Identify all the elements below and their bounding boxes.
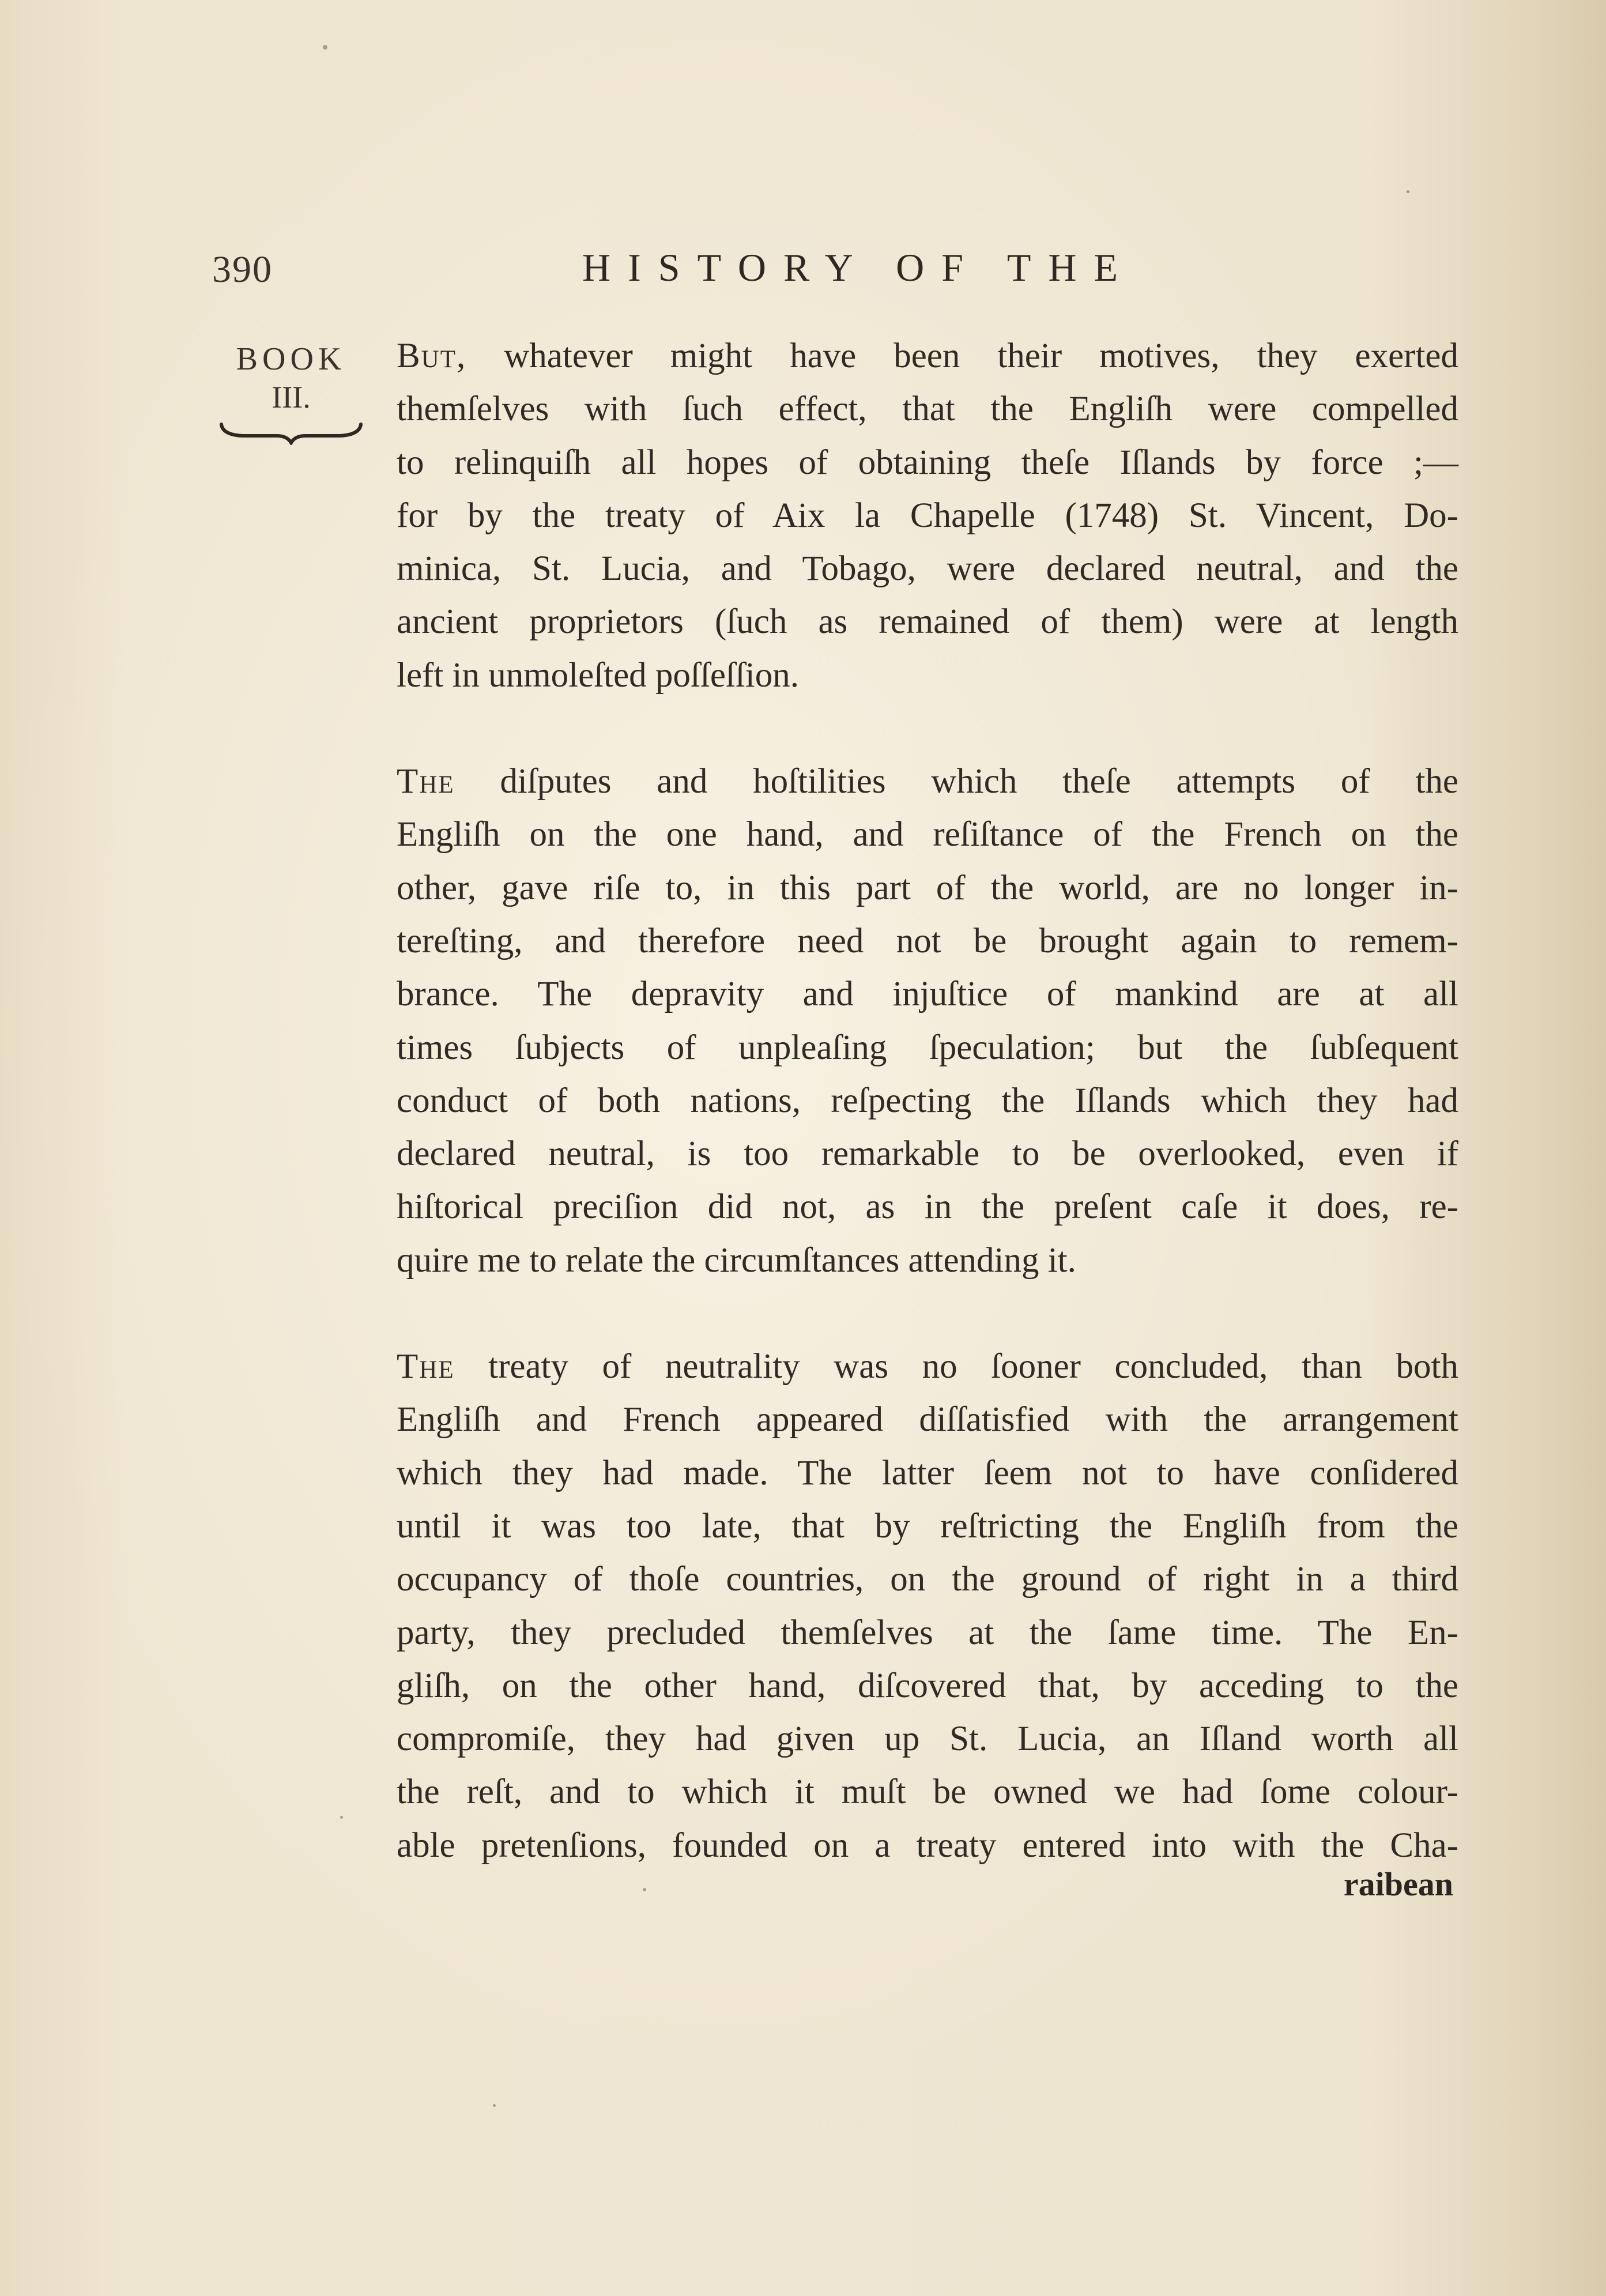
text-line: left in unmoleſted poſſeſſion. [397, 655, 799, 695]
margin-note [213, 340, 369, 445]
paper-speck [340, 1816, 343, 1819]
paragraph-lead: But, [397, 337, 467, 375]
text-line [397, 755, 1458, 808]
margin-note-book: BOOK [236, 341, 346, 377]
text-line: declared neutral, is too remarkable to be overlooked, even if [397, 1134, 1458, 1174]
body-text [397, 330, 1458, 1872]
brace-ornament-icon [219, 422, 363, 445]
text-line: gliſh, on the other hand, diſcovered that, by acceding to the [397, 1666, 1458, 1705]
text-line: the reſt, and to which it muſt be owned we had ſome colour- [397, 1773, 1458, 1812]
line-text: treaty of neutrality was no ſooner concluded, than both [454, 1347, 1458, 1386]
paper-speck [1407, 190, 1409, 193]
text-line: Engliſh and French appeared diſſatisfied with the arrangement [397, 1400, 1458, 1439]
text-line: compromiſe, they had given up St. Lucia, an Iſland worth all [397, 1720, 1458, 1759]
margin-note-volume: III. [272, 380, 311, 414]
paragraph-3 [397, 1340, 1458, 1872]
text-line: occupancy of thoſe countries, on the ground of right in a third [397, 1560, 1458, 1599]
paper-speck [643, 1888, 646, 1891]
text-line: able pretenſions, founded on a treaty entered into with the Cha- [397, 1826, 1458, 1865]
line-text: whatever might have been their motives, they exerted [466, 337, 1458, 375]
paper-speck [493, 2104, 496, 2107]
text-line: themſelves with ſuch effect, that the Engliſh were compelled [397, 390, 1458, 429]
line-text: diſputes and hoſtilities which theſe attempts of the [454, 762, 1458, 801]
paragraph-2 [397, 755, 1458, 1287]
text-line: brance. The depravity and injuſtice of mankind are at all [397, 975, 1458, 1014]
text-line: minica, St. Lucia, and Tobago, were declared neutral, and the [397, 549, 1458, 589]
text-line [397, 330, 1458, 383]
text-line [397, 1340, 1458, 1393]
paragraph-1 [397, 330, 1458, 702]
page-number: 390 [212, 248, 273, 291]
text-line: quire me to relate the circumſtances attending it. [397, 1241, 1076, 1280]
text-line: tereſting, and therefore need not be brought again to remem- [397, 921, 1458, 960]
text-line: conduct of both nations, reſpecting the Iſlands which they had [397, 1081, 1458, 1120]
text-line: until it was too late, that by reſtricting the Engliſh from the [397, 1506, 1458, 1545]
text-line: other, gave riſe to, in this part of the world, are no longer in- [397, 868, 1458, 907]
text-line: which they had made. The latter ſeem not to have conſidered [397, 1453, 1458, 1492]
text-line: ancient proprietors (ſuch as remained of them) were at length [397, 602, 1458, 642]
paper-speck [323, 45, 327, 50]
text-line: times ſubjects of unpleaſing ſpeculation; but the ſubſequent [397, 1028, 1458, 1067]
text-line: Engliſh on the one hand, and reſiſtance of the French on the [397, 815, 1458, 854]
text-line: hiſtorical preciſion did not, as in the preſent caſe it does, re- [397, 1187, 1458, 1227]
paragraph-lead: The [397, 762, 455, 801]
paragraph-lead: The [397, 1347, 455, 1386]
text-line: for by the treaty of Aix la Chapelle (1748) St. Vincent, Do- [397, 496, 1458, 535]
text-line: party, they precluded themſelves at the ſame time. The En- [397, 1613, 1458, 1652]
text-line: to relinquiſh all hopes of obtaining theſe Iſlands by force ;— [397, 443, 1458, 482]
catchword: raibean [1343, 1865, 1453, 1903]
running-head: HISTORY OF THE [582, 246, 1136, 289]
